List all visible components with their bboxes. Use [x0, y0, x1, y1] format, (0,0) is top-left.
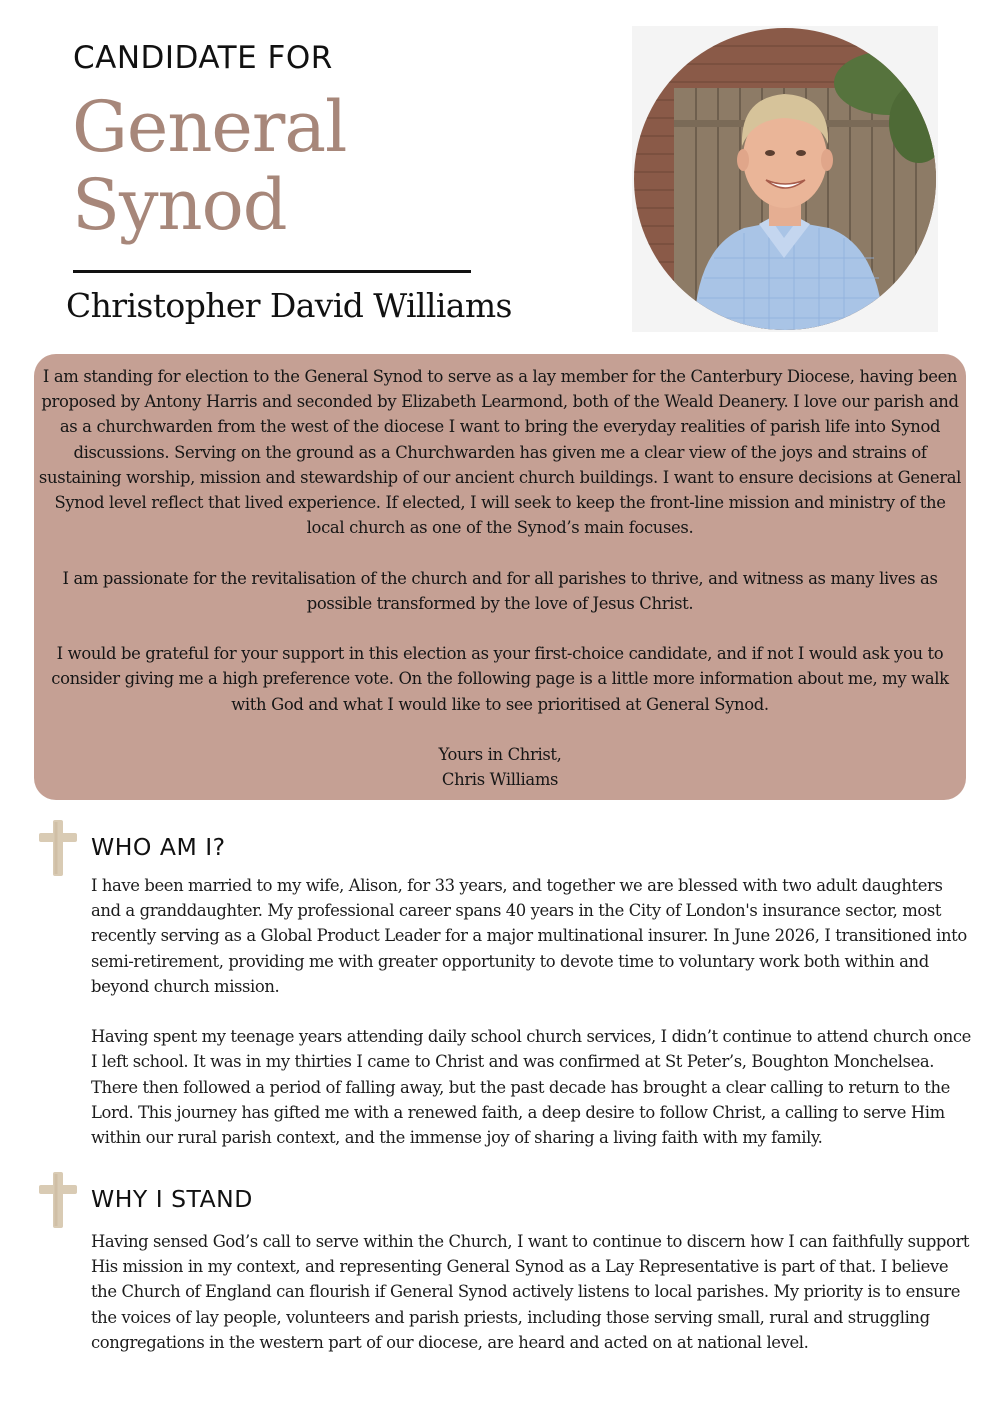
title-divider	[73, 270, 471, 273]
candidate-for-kicker: CANDIDATE FOR	[73, 40, 333, 76]
title-line-synod: Synod	[72, 164, 287, 246]
statement-signature: Chris Williams	[441, 770, 559, 790]
who-am-i-heading: WHO AM I?	[91, 833, 226, 861]
candidate-photo-frame	[632, 26, 938, 332]
who-am-i-section	[0, 820, 1000, 1160]
candidate-name: Christopher David Williams	[66, 286, 512, 325]
why-i-stand-paragraph: Having sensed God’s call to serve within the Church, I want to continue to discern how I can faithfully support His mission in my context, and representing General Synod as a Lay Representative is part of that. I believe the Church of England can flourish if General Synod actively listens to local parishes. My priority is to ensure the voices of lay people, volunteers and parish priests, including those serving small, rural and struggling congregations in the western part of our diocese, are heard and acted on at national level.	[91, 1232, 970, 1352]
cross-icon	[39, 1172, 77, 1228]
who-am-i-paragraph: I have been married to my wife, Alison, for 33 years, and together we are blessed with two adult daughters and a granddaughter. My professional career spans 40 years in the City of London's insurance sector, most recently serving as a Global Product Leader for a major multinational insurer. In June 2026, I transitioned into semi-retirement, providing me with greater opportunity to devote time to voluntary work both within and beyond church mission.	[91, 876, 967, 996]
candidate-photo	[634, 28, 936, 330]
statement-paragraph: I am passionate for the revitalisation of the church and for all parishes to thrive, and witness as many lives as possible transformed by the love of Jesus Christ.	[62, 568, 938, 613]
candidate-statement-panel	[34, 354, 966, 800]
cross-icon	[39, 820, 77, 876]
title-line-general: General	[72, 86, 347, 168]
who-am-i-body	[91, 873, 971, 1150]
why-i-stand-body	[91, 1229, 971, 1355]
page-title	[72, 88, 346, 244]
why-i-stand-section	[0, 1172, 1000, 1372]
candidate-portrait-illustration	[634, 28, 936, 330]
statement-signoff: Yours in Christ,	[438, 745, 562, 764]
statement-paragraph: I would be grateful for your support in this election as your first-choice candidate, and if not I would ask you to consider giving me a high preference vote. On the following page is a little more information about me, my walk with God and what I would like to see prioritised at General Synod.	[51, 644, 949, 714]
why-i-stand-heading: WHY I STAND	[91, 1185, 253, 1213]
statement-paragraph: I am standing for election to the General Synod to serve as a lay member for the Canterbury Diocese, having been proposed by Antony Harris and seconded by Elizabeth Learmond, both of the Weald Deanery. I love our parish and as a churchwarden from the west of the diocese I want to bring the everyday realities of parish life into Synod discussions. Serving on the ground as a Churchwarden has given me a clear view of the joys and strains of sustaining worship, mission and stewardship of our ancient church buildings. I want to ensure decisions at General Synod level reflect that lived experience. If elected, I will seek to keep the front-line mission and ministry of the local church as one of the Synod’s main focuses.	[38, 367, 962, 538]
who-am-i-paragraph: Having spent my teenage years attending daily school church services, I didn’t continue to attend church once I left school. It was in my thirties I came to Christ and was confirmed at St Peter’s, Boughton Monchelsea. There then followed a period of falling away, but the past decade has brought a clear calling to return to the Lord. This journey has gifted me with a renewed faith, a deep desire to follow Christ, a calling to serve Him within our rural parish context, and the immense joy of sharing a living faith with my family.	[91, 1027, 971, 1148]
